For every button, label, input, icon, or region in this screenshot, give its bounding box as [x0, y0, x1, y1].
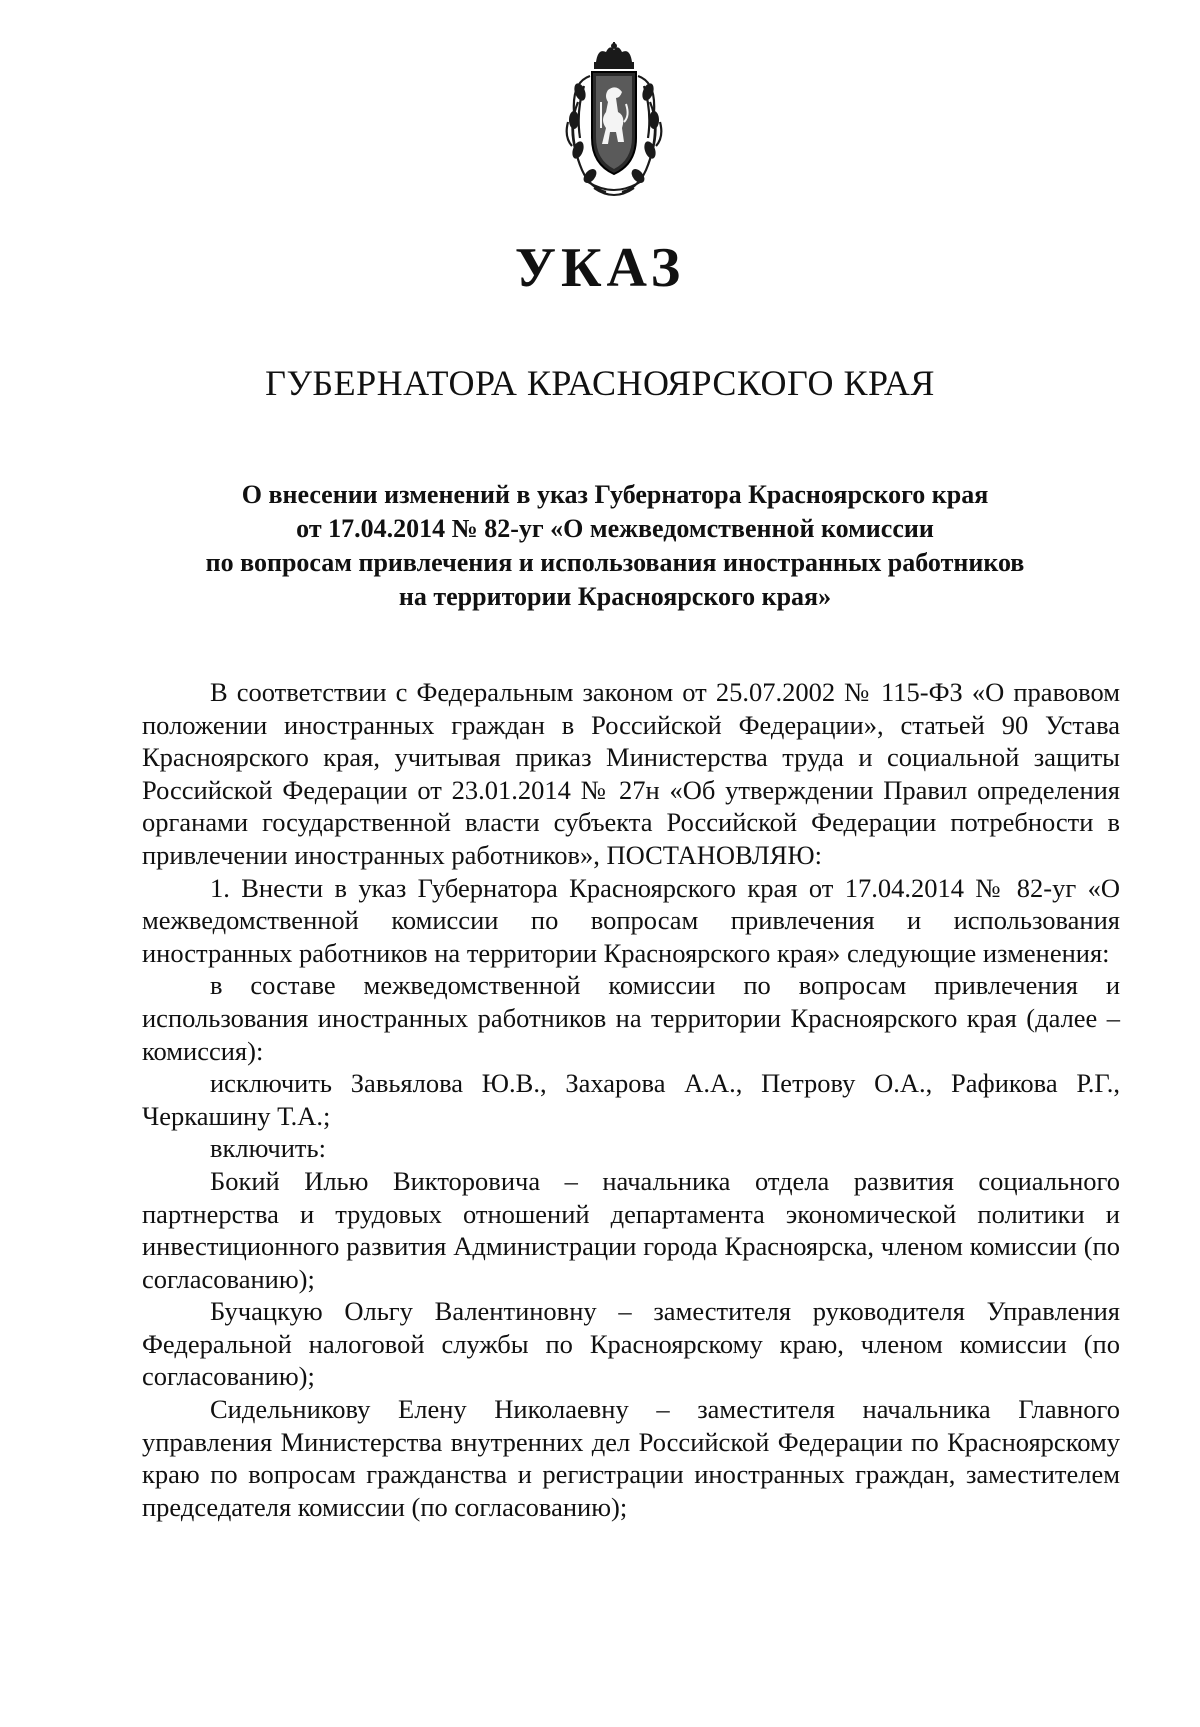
document-heading — [150, 478, 1080, 614]
heading-line: на территории Красноярского края» — [398, 582, 832, 611]
paragraph-member-sidelnikova: Сидельникову Елену Николаевну – заместителя начальника Главного управления Министерства внутренних дел Российской Федерации по Красноярскому краю по вопросам гражданства и регистрации иностранных граждан, заместителем председателя комиссии (по согласованию); — [142, 1394, 1120, 1522]
document-subtitle: ГУБЕРНАТОРА КРАСНОЯРСКОГО КРАЯ — [265, 363, 935, 403]
heading-line: по вопросам привлечения и использования иностранных работников — [205, 548, 1025, 577]
paragraph-item-1: 1. Внести в указ Губернатора Красноярского края от 17.04.2014 № 82-уг «О межведомственной комиссии по вопросам привлечения и использования иностранных работников на территории Красноярского края» следующие изменения: — [142, 872, 1120, 968]
paragraph-include: включить: — [210, 1133, 326, 1164]
heading-line: О внесении изменений в указ Губернатора Красноярского края — [241, 480, 989, 509]
coat-of-arms-icon — [560, 42, 668, 202]
paragraph-exclude: исключить Завьялова Ю.В., Захарова А.А., Петрову О.А., Рафикова Р.Г., Черкашину Т.А.; — [142, 1068, 1120, 1131]
paragraph-commission-composition: в составе межведомственной комиссии по вопросам привлечения и использования иностранных работников на территории Красноярского края (далее – комиссия): — [142, 970, 1120, 1066]
paragraph-preamble: В соответствии с Федеральным законом от 25.07.2002 № 115-ФЗ «О правовом положении иностранных граждан в Российской Федерации», статьей 90 Устава Красноярского края, учитывая приказ Министерства труда и социальной защиты Российской Федерации от 23.01.2014 № 27н «Об утверждении Правил определения органами государственной власти субъекта Российской Федерации потребности в привлечении иностранных работников», ПОСТАНОВЛЯЮ: — [142, 677, 1120, 870]
paragraph-member-buchatskaya: Бучацкую Ольгу Валентиновну – заместителя руководителя Управления Федеральной налоговой службы по Красноярскому краю, членом комиссии (по согласованию); — [142, 1296, 1120, 1392]
document-title: УКАЗ — [514, 237, 686, 299]
document-body — [142, 676, 1120, 1523]
heading-line: от 17.04.2014 № 82-уг «О межведомственной комиссии — [296, 514, 934, 543]
paragraph-member-bokiy: Бокий Илью Викторовича – начальника отдела развития социального партнерства и трудовых отношений департамента экономической политики и инвестиционного развития Администрации города Красноярска, членом комиссии (по согласованию); — [142, 1165, 1120, 1294]
